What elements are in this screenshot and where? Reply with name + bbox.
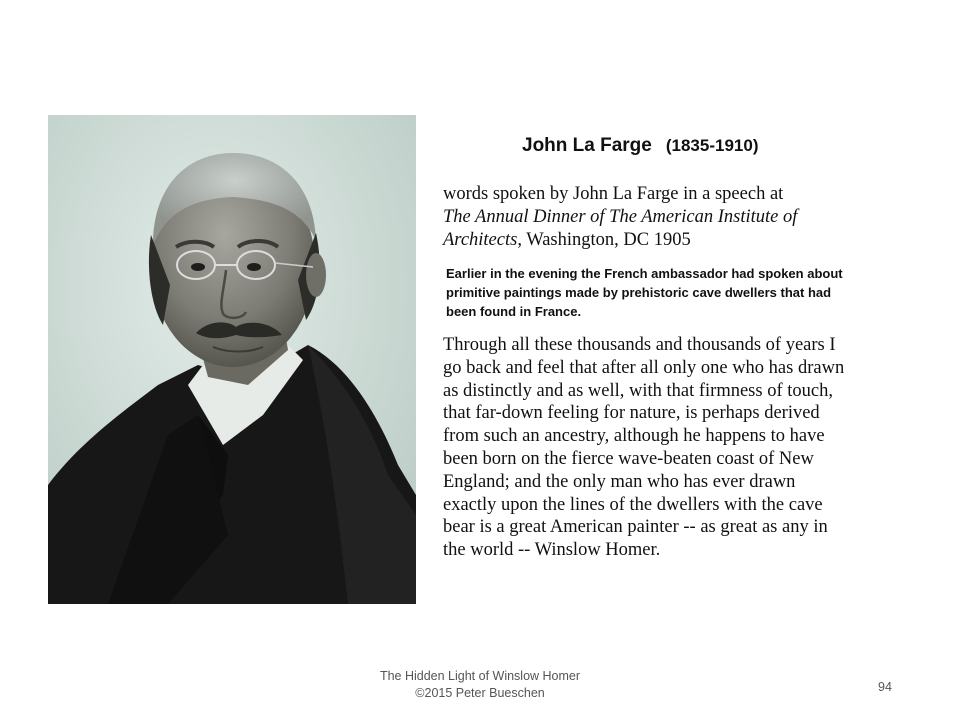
quote-line: England; and the only man who has ever drawn xyxy=(443,471,796,492)
intro-text xyxy=(443,183,913,252)
note-line: been found in France. xyxy=(446,304,582,319)
note-line: Earlier in the evening the French ambassador had spoken about xyxy=(446,266,843,281)
note-line: primitive paintings made by prehistoric cave dwellers that had xyxy=(446,285,832,300)
quote-line: the world -- Winslow Homer. xyxy=(443,540,661,561)
slide-title xyxy=(522,135,758,157)
intro-line-2: The Annual Dinner of The American Institute of xyxy=(443,207,798,227)
intro-line-3-italic: Architects xyxy=(443,230,518,250)
footer-copyright: ©2015 Peter Bueschen xyxy=(415,686,545,700)
quote-line: bear is a great American painter -- as great as any in xyxy=(443,517,828,538)
quote-line: exactly upon the lines of the dwellers with the cave xyxy=(443,494,823,515)
portrait-photo xyxy=(48,115,416,604)
page-number: 94 xyxy=(878,680,892,694)
quote-line: that far-down feeling for nature, is perhaps derived xyxy=(443,403,820,424)
footer-title: The Hidden Light of Winslow Homer xyxy=(379,669,581,683)
quote-line: from such an ancestry, although he happens to have xyxy=(443,426,825,447)
slide-footer xyxy=(330,668,630,702)
title-years: (1835-1910) xyxy=(665,136,759,155)
quote-line: go back and feel that after all only one who has drawn xyxy=(443,357,845,378)
context-note xyxy=(446,264,896,321)
intro-line-3-rest: , Washington, DC 1905 xyxy=(517,230,691,250)
title-name: John La Farge xyxy=(522,135,652,156)
quote-line: as distinctly and as well, with that firmness of touch, xyxy=(443,380,833,401)
speech-quote xyxy=(443,334,923,562)
intro-line-1: words spoken by John La Farge in a speech at xyxy=(443,184,784,204)
quote-line: Through all these thousands and thousands of years I xyxy=(443,335,836,355)
quote-line: been born on the fierce wave-beaten coast of New xyxy=(443,448,814,469)
